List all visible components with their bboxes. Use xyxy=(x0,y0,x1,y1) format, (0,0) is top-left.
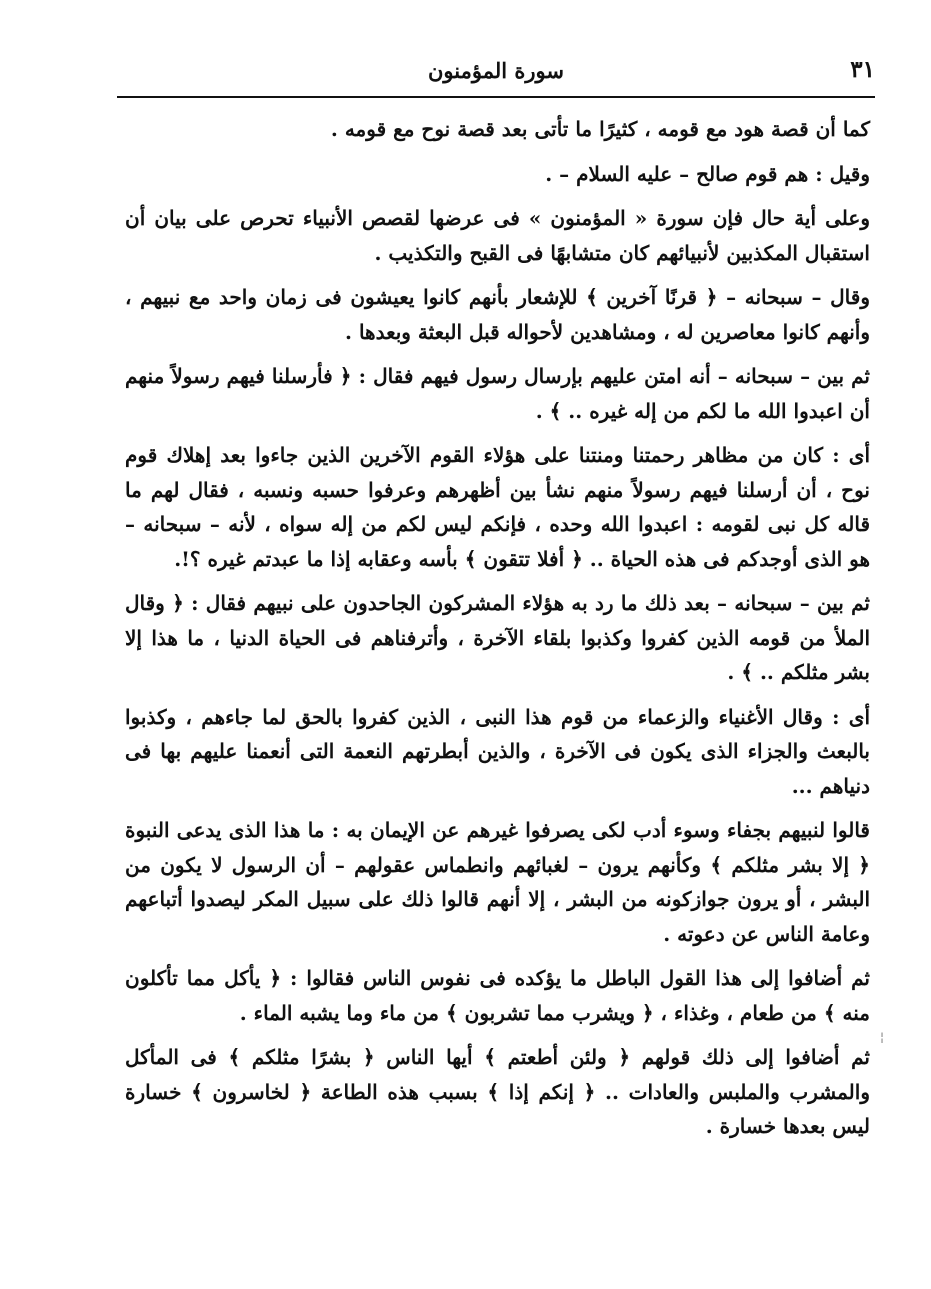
paragraph-2: وقيل : هم قوم صالح – عليه السلام – . xyxy=(545,161,870,186)
margin-mark: ¦ xyxy=(880,1030,885,1044)
paragraph-7: ثم بين – سبحانه – بعد ذلك ما رد به هؤلاء المشركون الجاحدون على نبيهم فقال : ﴿ وقال الملأ من قومه الذين كفروا وكذبوا بلقاء الآخرة ، وأترفناهم فى الحياة الدنيا ، ما هذا إلا بشر مثلكم .. ﴾ . xyxy=(125,591,870,684)
paragraph-5: ثم بين – سبحانه – أنه امتن عليهم بإرسال رسول فيهم فقال : ﴿ فأرسلنا فيهم رسولاً منهم أن اعبدوا الله ما لكم من إله غيره .. ﴾ . xyxy=(125,364,870,423)
running-head xyxy=(117,56,875,90)
paragraph-9: قالوا لنبيهم بجفاء وسوء أدب لكى يصرفوا غيرهم عن الإيمان به : ما هذا الذى يدعى النبوة ﴿ إلا بشر مثلكم ﴾ وكأنهم يرون – لغبائهم وانطماس عقولهم – أن الرسول لا يكون من البشر ، أو يرون جوازكونه من البشر ، إلا أنهم قالوا ذلك على سبيل المكر ليصدوا أتباعهم وعامة الناس عن دعوته . xyxy=(125,818,870,946)
paragraph-1: كما أن قصة هود مع قومه ، كثيرًا ما تأتى بعد قصة نوح مع قومه . xyxy=(330,117,870,141)
page-number: ٣١ xyxy=(850,56,875,83)
paragraph-8: أى : وقال الأغنياء والزعماء من قوم هذا النبى ، الذين كفروا بالحق لما جاءهم ، وكذبوا بالبعث والجزاء الذى يكون فى الآخرة ، والذين أبطرتهم النعمة التى أنعمنا عليهم بها فى دنياهم ... xyxy=(125,704,870,798)
paragraph-11: ثم أضافوا إلى ذلك قولهم ﴿ ولئن أطعتم ﴾ أيها الناس ﴿ بشرًا مثلكم ﴾ فى المأكل والمشرب والملبس والعادات .. ﴿ إنكم إذا ﴾ بسبب هذه الطاعة ﴿ لخاسرون ﴾ خسارة ليس بعدها خسارة . xyxy=(125,1045,870,1138)
paragraph-6: أى : كان من مظاهر رحمتنا ومنتنا على هؤلاء القوم الآخرين الذين جاءوا بعد إهلاك قوم نوح ، أن أرسلنا فيهم رسولاً منهم نشأ بين أظهرهم وعرفوا حسبه ونسبه ، فقال لهم ما قاله كل نبى لقومه : اعبدوا الله وحده ، فإنكم ليس لكم من إله سواه ، لأنه – سبحانه – هو الذى أوجدكم فى هذه الحياة .. ﴿ أفلا تتقون ﴾ بأسه وعقابه إذا ما عبدتم غيره ؟!. xyxy=(125,443,870,571)
body-text xyxy=(125,112,870,1154)
paragraph-3: وعلى أية حال فإن سورة « المؤمنون » فى عرضها لقصص الأنبياء تحرص على بيان أن استقبال المكذبين لأنبيائهم كان متشابهًا فى القبح والتكذيب . xyxy=(125,206,870,265)
paragraph-10: ثم أضافوا إلى هذا القول الباطل ما يؤكده فى نفوس الناس فقالوا : ﴿ يأكل مما تأكلون منه ﴾ من طعام ، وغذاء ، ﴿ ويشرب مما تشربون ﴾ من ماء وما يشبه الماء . xyxy=(125,966,870,1025)
paragraph-4: وقال – سبحانه – ﴿ قرنًا آخرين ﴾ للإشعار بأنهم كانوا يعيشون فى زمان واحد مع نبيهم ، وأنهم كانوا معاصرين له ، ومشاهدين لأحواله قبل البعثة وبعدها . xyxy=(125,285,870,344)
chapter-title: سورة المؤمنون xyxy=(428,58,564,83)
header-rule xyxy=(117,96,875,98)
